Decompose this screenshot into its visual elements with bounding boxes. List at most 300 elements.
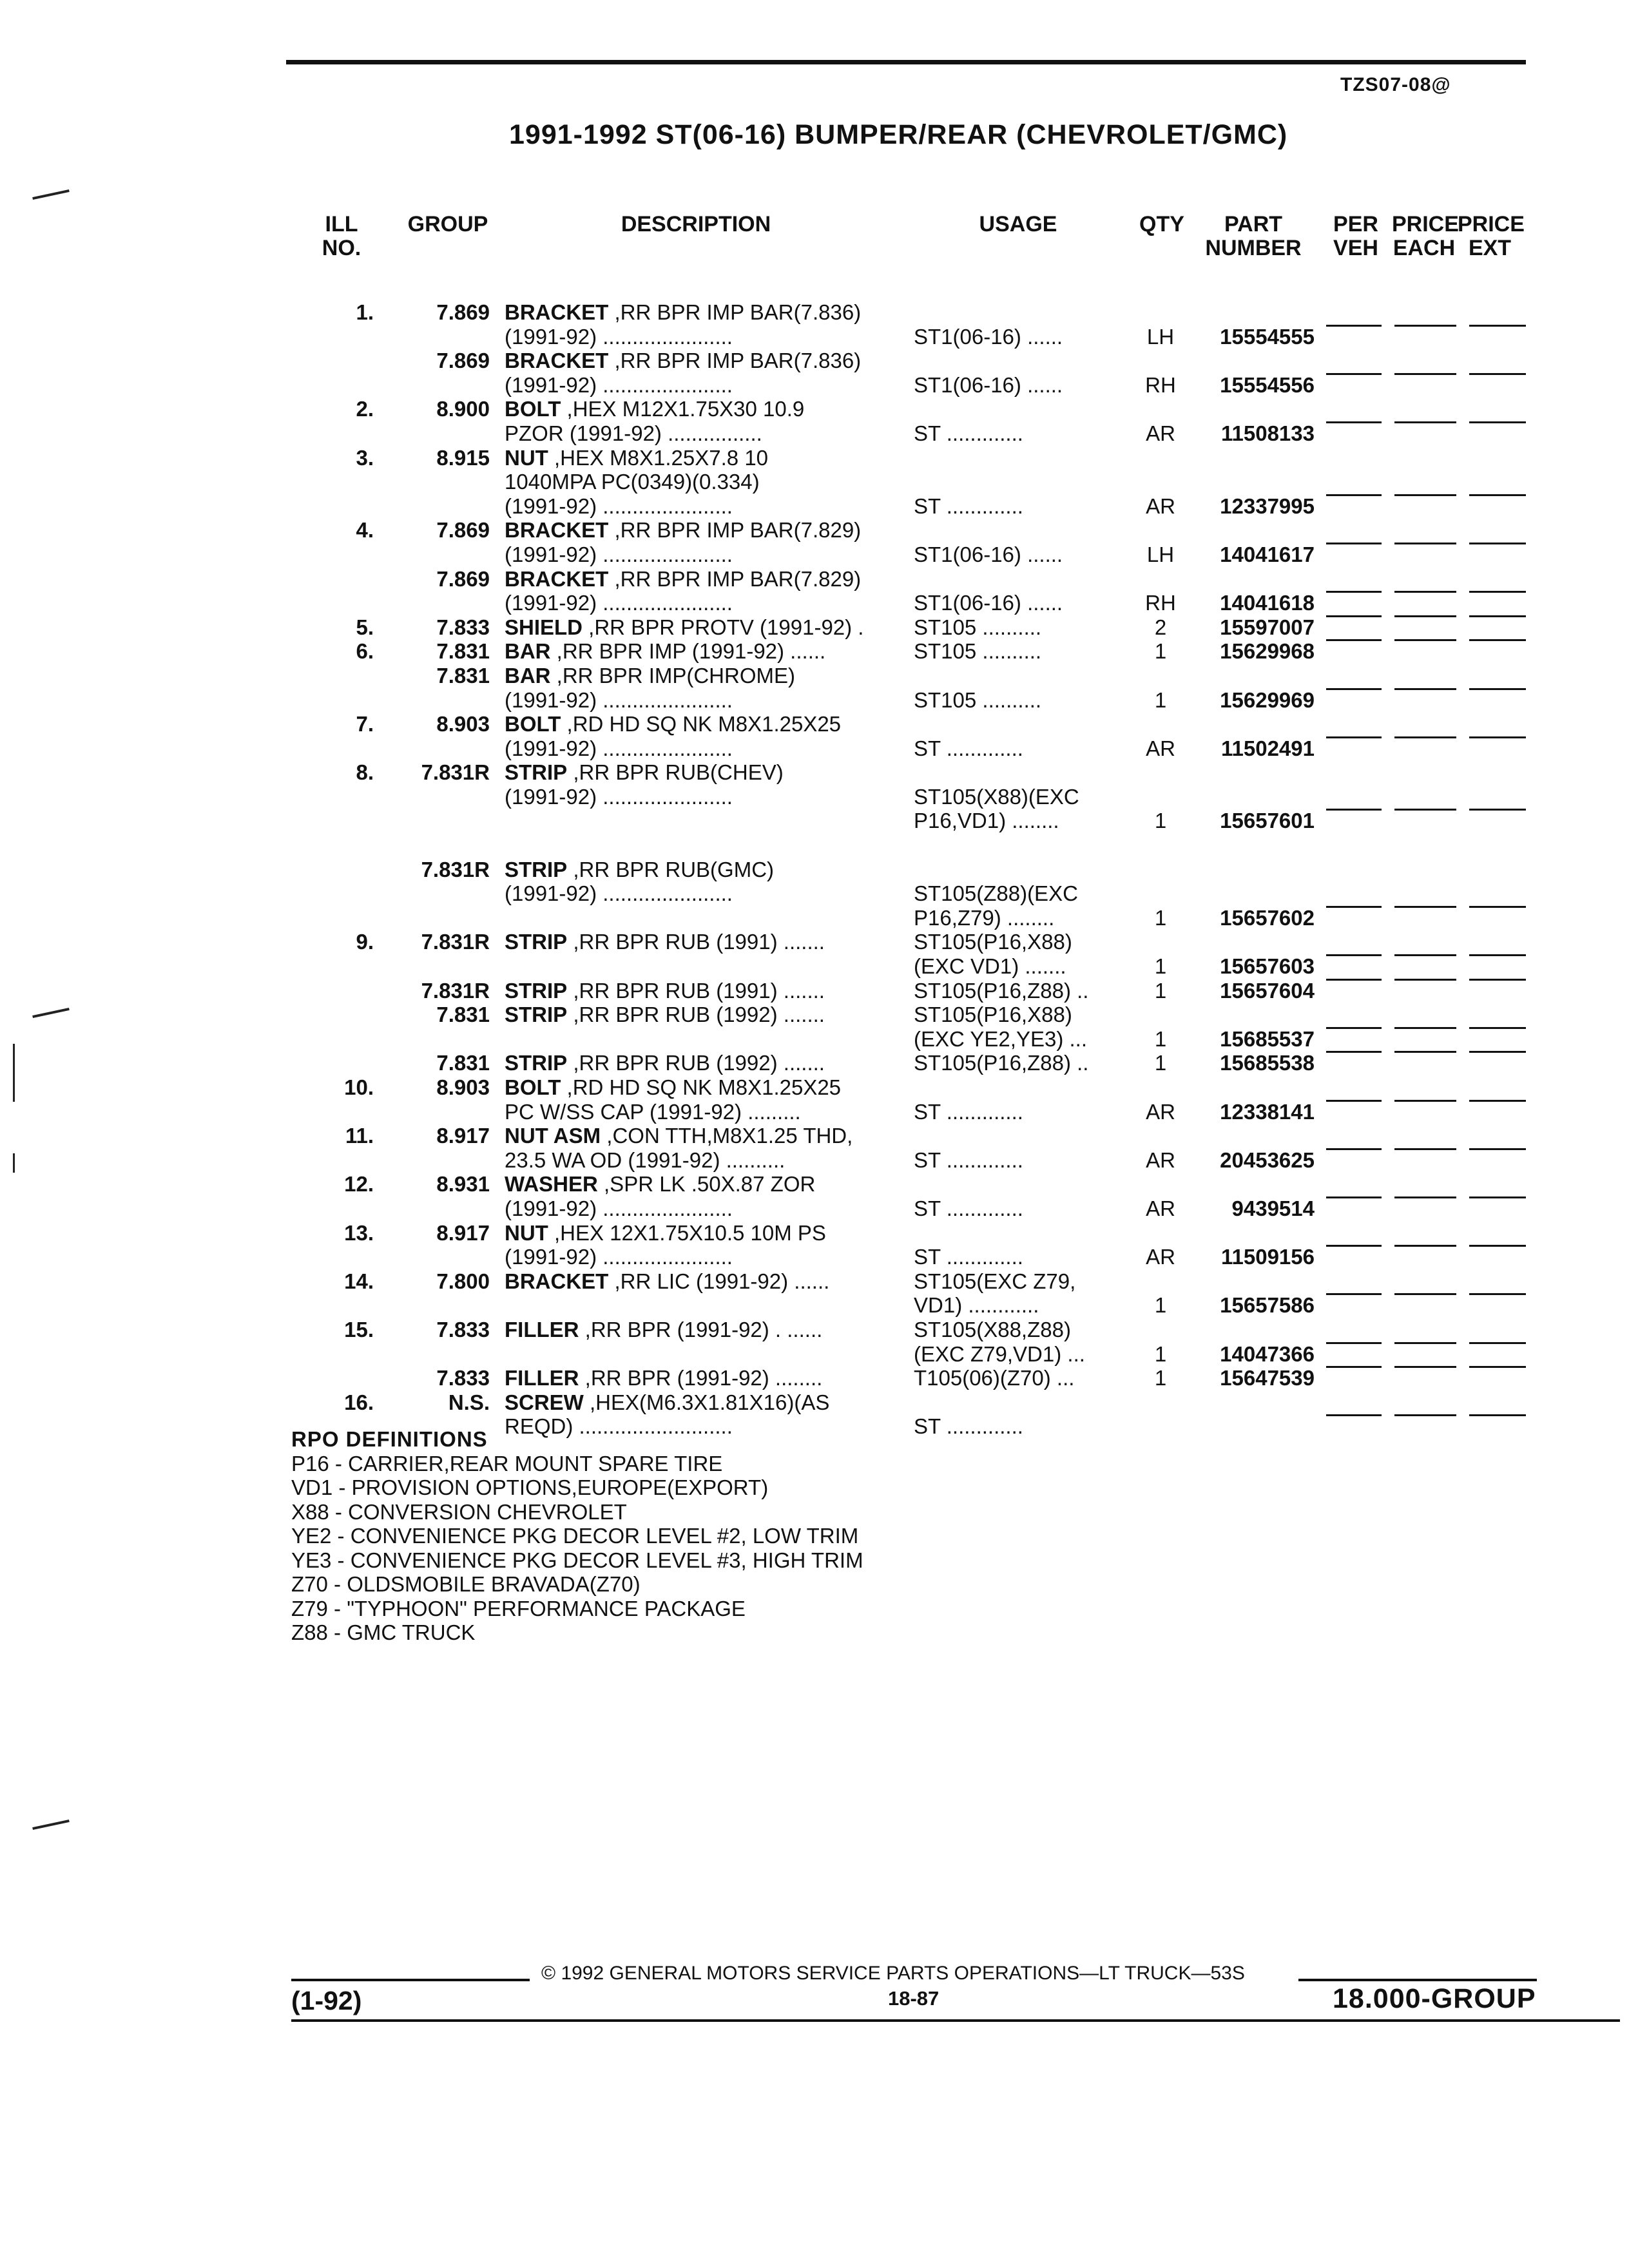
quantity: AR [1146,421,1175,445]
per-veh-blank [1326,615,1382,617]
part-keyword: WASHER [505,1172,598,1196]
part-keyword: BAR [505,639,551,664]
rpo-definitions [291,1427,863,1645]
part-description-text: 1040MPA PC(0349)(0.334) [505,470,760,494]
quantity: AR [1146,1148,1175,1172]
per-veh-blank [1326,1148,1382,1150]
part-description-text: REQD) .......................... [505,1414,733,1439]
ill-no: 11. [345,1124,374,1148]
part-number: 15629969 [1220,687,1315,712]
per-veh-blank [1326,421,1382,423]
part-description [505,881,898,906]
parts-row [0,1075,1629,1100]
header-part-number: PART NUMBER [1205,212,1302,260]
usage: ST105(P16,X88) [914,930,1072,954]
footer-copyright: © 1992 GENERAL MOTORS SERVICE PARTS OPERATIONS—LT TRUCK—53S [541,1963,1245,1984]
usage: (EXC VD1) ....... [914,954,1066,979]
price-ext-blank [1469,615,1526,617]
part-description [505,470,898,494]
parts-row [0,1196,1629,1221]
part-number: 15597007 [1220,615,1315,639]
quantity: 1 [1154,1293,1167,1318]
part-description-text: ,RR BPR PROTV (1991-92) . [583,615,864,639]
part-number: 15657603 [1220,954,1315,979]
price-ext-blank [1469,1027,1526,1029]
part-keyword: BRACKET [505,300,609,324]
part-description [505,446,898,470]
ill-no: 5. [356,615,374,639]
part-keyword: BAR [505,663,551,687]
price-each-blank [1394,1196,1456,1198]
quantity: AR [1146,1196,1175,1220]
part-description [505,858,898,882]
group-number: 7.833 [436,615,490,639]
part-keyword: BOLT [505,1075,561,1099]
part-description-text: ,HEX M12X1.75X30 10.9 [561,397,805,421]
group-number: 8.917 [436,1124,490,1148]
usage: VD1) ............ [914,1293,1039,1318]
price-ext-blank [1469,325,1526,327]
part-keyword: BRACKET [505,349,609,373]
usage: ST105(X88)(EXC [914,784,1079,809]
group-number: 8.903 [436,1075,490,1099]
part-description-text: ,RR BPR IMP BAR(7.836) [608,300,862,324]
part-description-text: ,RR BPR RUB (1991) ....... [567,978,825,1003]
part-description [505,688,898,713]
part-description [505,1100,898,1124]
part-description [505,300,898,325]
group-number: 7.869 [436,518,490,543]
part-description [505,494,898,519]
part-keyword: BOLT [505,712,561,736]
ill-no: 6. [356,639,374,664]
group-number: 7.831R [421,760,490,785]
top-rule [286,60,1526,64]
usage: ST ............. [914,1148,1023,1172]
rpo-item: Z88 - GMC TRUCK [291,1620,476,1644]
per-veh-blank [1326,809,1382,811]
parts-row [0,1148,1629,1173]
usage: ST1(06-16) ...... [914,542,1063,566]
part-description [505,421,898,446]
group-number: 8.903 [436,712,490,736]
part-keyword: BOLT [505,397,561,421]
group-number: 7.831R [421,857,490,881]
usage: ST105(EXC Z79, [914,1269,1076,1293]
parts-row [0,688,1629,713]
part-keyword: SCREW [505,1390,584,1414]
ill-no: 15. [344,1317,374,1341]
quantity: AR [1146,736,1175,760]
usage: ST105 .......... [914,687,1042,712]
price-ext-blank [1469,736,1526,738]
usage: (EXC YE2,YE3) ... [914,1026,1087,1051]
price-each-blank [1394,615,1456,617]
footer-rule-right [1298,1979,1537,1981]
part-description [505,639,898,664]
ill-no: 13. [344,1220,374,1245]
usage: ST ............. [914,736,1023,760]
parts-row [0,858,1629,882]
usage: (EXC Z79,VD1) ... [914,1341,1085,1366]
parts-row [0,1390,1629,1415]
rpo-item: VD1 - PROVISION OPTIONS,EUROPE(EXPORT) [291,1475,769,1499]
price-each-blank [1394,591,1456,593]
usage: ST105(X88,Z88) [914,1317,1071,1341]
part-keyword: SHIELD [505,615,583,639]
part-number: 15685537 [1220,1026,1315,1051]
ill-no: 7. [356,712,374,736]
group-number: 7.800 [436,1269,490,1293]
price-ext-blank [1469,979,1526,981]
parts-row [0,736,1629,761]
part-description-text: ,RR BPR RUB (1991) ....... [567,930,825,954]
price-each-blank [1394,1100,1456,1102]
part-number: 15657601 [1220,809,1315,833]
part-description-text: ,CON TTH,M8X1.25 THD, [601,1124,853,1148]
parts-row [0,979,1629,1003]
part-description-text: (1991-92) ...................... [505,542,733,566]
parts-row [0,954,1629,979]
part-keyword: STRIP [505,978,568,1003]
group-number: 7.831R [421,930,490,954]
price-each-blank [1394,736,1456,738]
part-description [505,1148,898,1173]
parts-row [0,1366,1629,1390]
part-description-text: (1991-92) ...................... [505,324,733,349]
rpo-heading: RPO DEFINITIONS [291,1427,488,1451]
quantity: LH [1146,324,1175,349]
parts-row [0,615,1629,640]
parts-row [0,930,1629,954]
parts-row [0,785,1629,809]
per-veh-blank [1326,1196,1382,1198]
quantity: 2 [1154,615,1167,639]
parts-row [0,1172,1629,1196]
part-description-text: ,RR BPR IMP (1991-92) ...... [550,639,826,664]
parts-row [0,1269,1629,1294]
part-description [505,712,898,736]
part-description [505,615,898,640]
usage: P16,VD1) ........ [914,809,1059,833]
price-each-blank [1394,373,1456,375]
part-number: 12338141 [1220,1099,1315,1124]
part-description-text: ,RR BPR IMP BAR(7.829) [608,518,862,543]
part-description-text: (1991-92) ...................... [505,1196,733,1220]
price-ext-blank [1469,1196,1526,1198]
part-description-text: ,RR BPR IMP BAR(7.829) [608,566,862,591]
part-number: 15647539 [1220,1366,1315,1390]
part-description [505,1124,898,1148]
part-description [505,373,898,398]
part-number: 15657604 [1220,978,1315,1003]
part-description-text: ,RR LIC (1991-92) ...... [608,1269,830,1293]
part-number: 9439514 [1231,1196,1315,1220]
quantity: AR [1146,1245,1175,1269]
price-ext-blank [1469,543,1526,544]
scan-mark [13,1044,15,1102]
price-each-blank [1394,1051,1456,1053]
part-description-text: ,RR BPR RUB (1992) ....... [567,1051,825,1075]
page-title: 1991-1992 ST(06-16) BUMPER/REAR (CHEVROLET/GMC) [509,119,1288,150]
group-number: N.S. [448,1390,490,1414]
quantity: 1 [1154,1366,1167,1390]
header-group: GROUP [407,212,488,236]
per-veh-blank [1326,1245,1382,1247]
quantity: 1 [1154,809,1167,833]
per-veh-blank [1326,1100,1382,1102]
parts-row [0,518,1629,543]
part-number: 15657586 [1220,1293,1315,1318]
parts-row [0,1318,1629,1342]
rpo-item: X88 - CONVERSION CHEVROLET [291,1499,627,1524]
part-description-text: ,RR BPR RUB(CHEV) [567,760,784,785]
usage: ST ............. [914,1414,1023,1439]
price-each-blank [1394,1366,1456,1368]
parts-row [0,1221,1629,1245]
part-keyword: FILLER [505,1366,579,1390]
parts-row [0,421,1629,446]
usage: ST ............. [914,1245,1023,1269]
price-each-blank [1394,494,1456,496]
part-description [505,760,898,785]
part-description-text: ,RR BPR (1991-92) . ...... [579,1317,823,1341]
quantity: 1 [1154,1051,1167,1075]
quantity: AR [1146,1099,1175,1124]
usage: ST1(06-16) ...... [914,372,1063,397]
header-per-veh: PER VEH [1333,212,1378,260]
part-description [505,1003,898,1027]
ill-no: 16. [344,1390,374,1414]
per-veh-blank [1326,1293,1382,1295]
parts-row [0,760,1629,785]
part-description-text: (1991-92) ...................... [505,591,733,615]
usage: ST ............. [914,1196,1023,1220]
per-veh-blank [1326,325,1382,327]
parts-list [0,300,1629,1439]
quantity: AR [1146,494,1175,518]
parts-row [0,712,1629,736]
price-each-blank [1394,1414,1456,1416]
part-description-text: ,HEX 12X1.75X10.5 10M PS [548,1220,826,1245]
part-description [505,1366,898,1390]
parts-row [0,1245,1629,1269]
part-description [505,591,898,615]
column-headers [0,213,1629,264]
ill-no: 4. [356,518,374,543]
rpo-item: Z70 - OLDSMOBILE BRAVADA(Z70) [291,1572,641,1596]
part-description [505,567,898,591]
ill-no: 12. [344,1172,374,1196]
price-each-blank [1394,1027,1456,1029]
per-veh-blank [1326,494,1382,496]
parts-row [0,397,1629,421]
price-ext-blank [1469,1148,1526,1150]
part-description [505,1172,898,1196]
price-each-blank [1394,809,1456,811]
part-keyword: BRACKET [505,566,609,591]
part-keyword: BRACKET [505,1269,609,1293]
group-number: 7.833 [436,1366,490,1390]
parts-row [0,1293,1629,1318]
part-keyword: STRIP [505,760,568,785]
part-description-text: (1991-92) ...................... [505,784,733,809]
part-description-text: (1991-92) ...................... [505,372,733,397]
footer-rule-bottom [291,2019,1620,2022]
parts-row [0,1124,1629,1148]
group-number: 7.869 [436,349,490,373]
part-description [505,979,898,1003]
part-description [505,1269,898,1294]
part-description-text: (1991-92) ...................... [505,736,733,760]
price-each-blank [1394,1342,1456,1344]
quantity: 1 [1154,905,1167,930]
parts-row [0,1342,1629,1367]
per-veh-blank [1326,954,1382,956]
footer-revision-date: (1-92) [291,1986,362,2015]
price-ext-blank [1469,591,1526,593]
quantity: 1 [1154,1341,1167,1366]
quantity: LH [1146,542,1175,566]
ill-no: 14. [344,1269,374,1293]
group-number: 7.831 [436,1051,490,1075]
header-price-ext: PRICE EXT [1458,212,1525,260]
part-keyword: STRIP [505,857,568,881]
part-description [505,1196,898,1221]
parts-row [0,664,1629,688]
rpo-item: YE3 - CONVENIENCE PKG DECOR LEVEL #3, HIGH TRIM [291,1548,863,1572]
part-keyword: FILLER [505,1317,579,1341]
part-description-text: PZOR (1991-92) ................ [505,421,762,445]
ill-no: 9. [356,930,374,954]
per-veh-blank [1326,906,1382,908]
part-number: 14047366 [1220,1341,1315,1366]
price-ext-blank [1469,809,1526,811]
part-description-text: ,RD HD SQ NK M8X1.25X25 [561,1075,842,1099]
price-ext-blank [1469,639,1526,641]
footer-page-number: 18-87 [888,1987,940,2010]
price-each-blank [1394,1293,1456,1295]
part-keyword: STRIP [505,1051,568,1075]
price-ext-blank [1469,421,1526,423]
header-qty: QTY [1139,212,1184,236]
part-keyword: STRIP [505,1003,568,1027]
part-number: 15629968 [1220,639,1315,664]
parts-row [0,494,1629,519]
part-description [505,1390,898,1415]
part-description-text: (1991-92) ...................... [505,494,733,518]
part-number: 11509156 [1220,1245,1315,1269]
parts-row [0,567,1629,591]
part-keyword: STRIP [505,930,568,954]
per-veh-blank [1326,543,1382,544]
part-description [505,1075,898,1100]
part-description [505,664,898,688]
part-description [505,930,898,954]
part-description [505,1221,898,1245]
group-number: 8.917 [436,1220,490,1245]
document-code: TZS07-08@ [1340,74,1451,95]
group-number: 7.869 [436,300,490,324]
usage: ST105 .......... [914,639,1042,664]
price-each-blank [1394,1245,1456,1247]
group-number: 7.869 [436,566,490,591]
per-veh-blank [1326,1027,1382,1029]
usage: T105(06)(Z70) ... [914,1366,1075,1390]
part-keyword: NUT ASM [505,1124,601,1148]
parts-row [0,1051,1629,1075]
price-ext-blank [1469,1100,1526,1102]
per-veh-blank [1326,736,1382,738]
part-description-text: 23.5 WA OD (1991-92) .......... [505,1148,786,1172]
part-keyword: BRACKET [505,518,609,543]
scan-mark [32,189,70,200]
usage: ST ............. [914,494,1023,518]
part-number: 15657602 [1220,905,1315,930]
part-description-text: (1991-92) ...................... [505,1245,733,1269]
parts-row [0,1003,1629,1027]
quantity: 1 [1154,978,1167,1003]
price-ext-blank [1469,954,1526,956]
price-each-blank [1394,1148,1456,1150]
price-ext-blank [1469,1366,1526,1368]
parts-row [0,349,1629,373]
price-ext-blank [1469,373,1526,375]
parts-row [0,543,1629,567]
per-veh-blank [1326,1414,1382,1416]
price-ext-blank [1469,494,1526,496]
parts-row [0,809,1629,833]
group-number: 7.833 [436,1317,490,1341]
usage: ST105(P16,Z88) .. [914,978,1089,1003]
usage: ST1(06-16) ...... [914,591,1063,615]
usage: ST105 .......... [914,615,1042,639]
part-description [505,397,898,421]
group-number: 7.831 [436,639,490,664]
price-ext-blank [1469,1245,1526,1247]
part-description-text: PC W/SS CAP (1991-92) ......... [505,1099,801,1124]
part-description [505,325,898,349]
footer-group-code: 18.000-GROUP [1333,1983,1536,2014]
usage: ST ............. [914,421,1023,445]
part-number: 15685538 [1220,1051,1315,1075]
part-description [505,543,898,567]
ill-no: 8. [356,760,374,785]
part-number: 12337995 [1220,494,1315,518]
rpo-item: YE2 - CONVENIENCE PKG DECOR LEVEL #2, LOW TRIM [291,1524,859,1548]
part-number: 15554556 [1220,372,1315,397]
part-keyword: NUT [505,1220,548,1245]
group-number: 8.915 [436,445,490,470]
part-description-text: (1991-92) ...................... [505,881,733,906]
rpo-item: P16 - CARRIER,REAR MOUNT SPARE TIRE [291,1451,723,1475]
price-each-blank [1394,639,1456,641]
part-description-text: ,RD HD SQ NK M8X1.25X25 [561,712,842,736]
parts-row [0,373,1629,398]
part-description-text: ,RR BPR (1991-92) ........ [579,1366,823,1390]
parts-row [0,325,1629,349]
parts-row [0,881,1629,906]
usage: ST ............. [914,1099,1023,1124]
footer-rule-left [291,1979,530,1981]
part-description-text: ,HEX(M6.3X1.81X16)(AS [583,1390,830,1414]
parts-row [0,906,1629,930]
quantity: RH [1145,372,1176,397]
part-description-text: ,HEX M8X1.25X7.8 10 [548,445,769,470]
quantity: 1 [1154,1026,1167,1051]
per-veh-blank [1326,1342,1382,1344]
parts-row [0,470,1629,494]
